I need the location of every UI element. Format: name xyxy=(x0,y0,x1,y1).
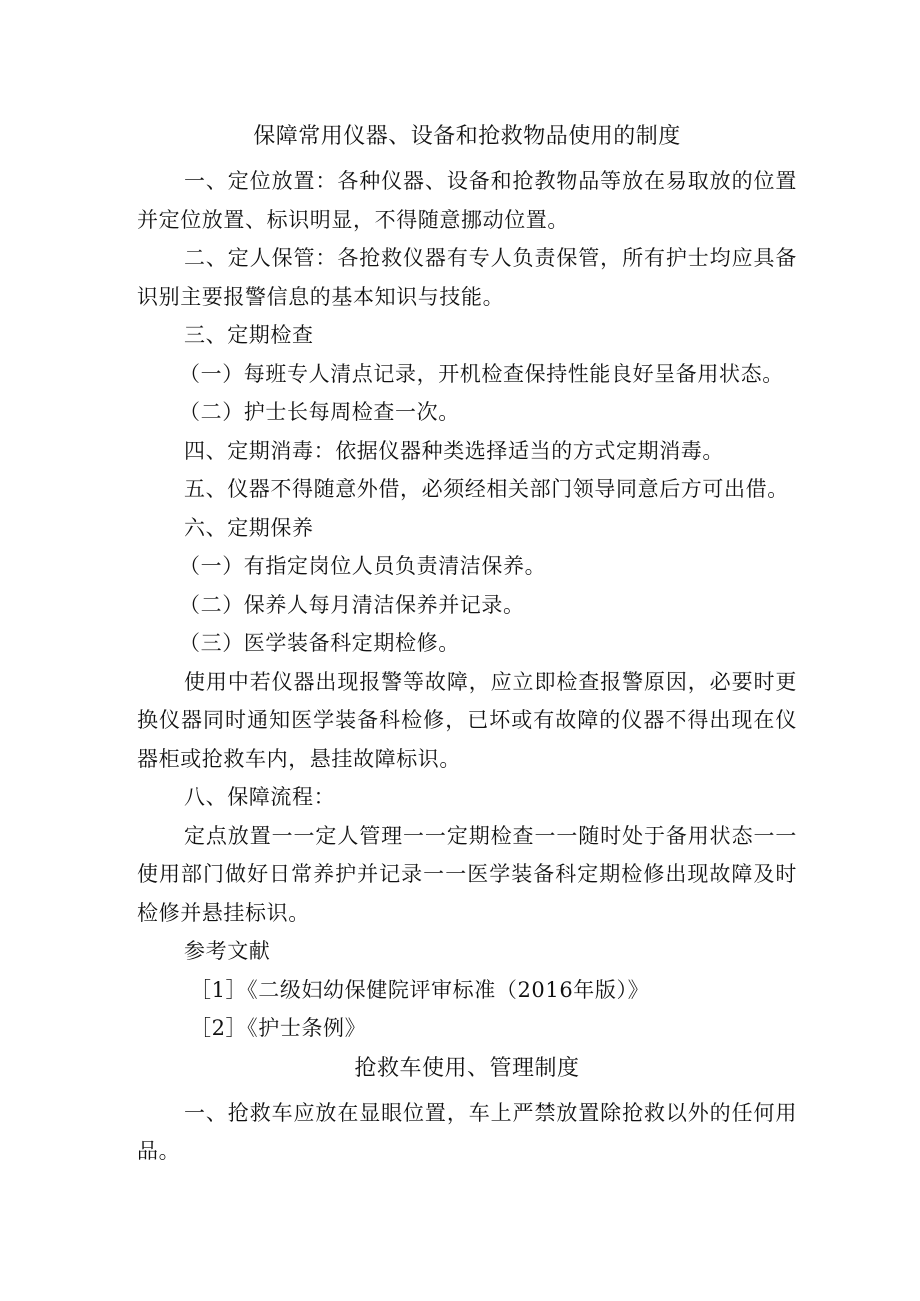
section-3-item-1: （一）每班专人清点记录，开机检查保持性能良好呈备用状态。 xyxy=(179,361,784,386)
second-section-1: 一、抢救车应放在显眼位置，车上严禁放置除抢救以外的任何用品。 xyxy=(137,1100,797,1163)
section-1-placement: 一、定位放置：各种仪器、设备和抢教物品等放在易取放的位置并定位放置、标识明显，不得随意挪动位置。 xyxy=(137,169,797,232)
section-4-disinfection: 四、定期消毒：依据仪器种类选择适当的方式定期消毒。 xyxy=(184,438,724,463)
references-heading: 参考文献 xyxy=(184,939,271,963)
section-6-item-3: （三）医学装备科定期检修。 xyxy=(179,631,460,655)
document-content xyxy=(137,118,797,1171)
section-6-item-1: （一）有指定岗位人员负责清洁保养。 xyxy=(179,554,547,578)
process-flow-paragraph: 定点放置一一定人管理一一定期检查一一随时处于备用状态一一使用部门做好日常养护并记录一一医学装备科定期检修出现故障及时检修并悬挂标识。 xyxy=(137,823,797,925)
section-3-item-2: （二）护士长每周检查一次。 xyxy=(179,400,460,424)
section-6-heading: 六、定期保养 xyxy=(184,515,314,540)
reference-1: ［1］《二级妇幼保健院评审标准（2016年版）》 xyxy=(190,977,650,1002)
second-document-title: 抢救车使用、管理制度 xyxy=(354,1055,580,1081)
section-3-heading: 三、定期检查 xyxy=(184,323,314,347)
document-title: 保障常用仪器、设备和抢救物品使用的制度 xyxy=(253,124,681,149)
section-5-lending: 五、仪器不得随意外借，必须经相关部门领导同意后方可出借。 xyxy=(184,477,789,501)
section-8-heading: 八、保障流程： xyxy=(184,785,336,809)
fault-handling-paragraph: 使用中若仪器出现报警等故障，应立即检查报警原因，必要时更换仪器同时通知医学装备科检修，已坏或有故障的仪器不得出现在仪器柜或抢救车内，悬挂故障标识。 xyxy=(137,669,797,771)
section-2-custody: 二、定人保管：各抢救仪器有专人负责保管，所有护士均应具备识别主要报警信息的基本知识与技能。 xyxy=(137,246,797,309)
reference-2: ［2］《护士条例》 xyxy=(190,1016,367,1040)
section-6-item-2: （二）保养人每月清洁保养并记录。 xyxy=(179,592,525,617)
